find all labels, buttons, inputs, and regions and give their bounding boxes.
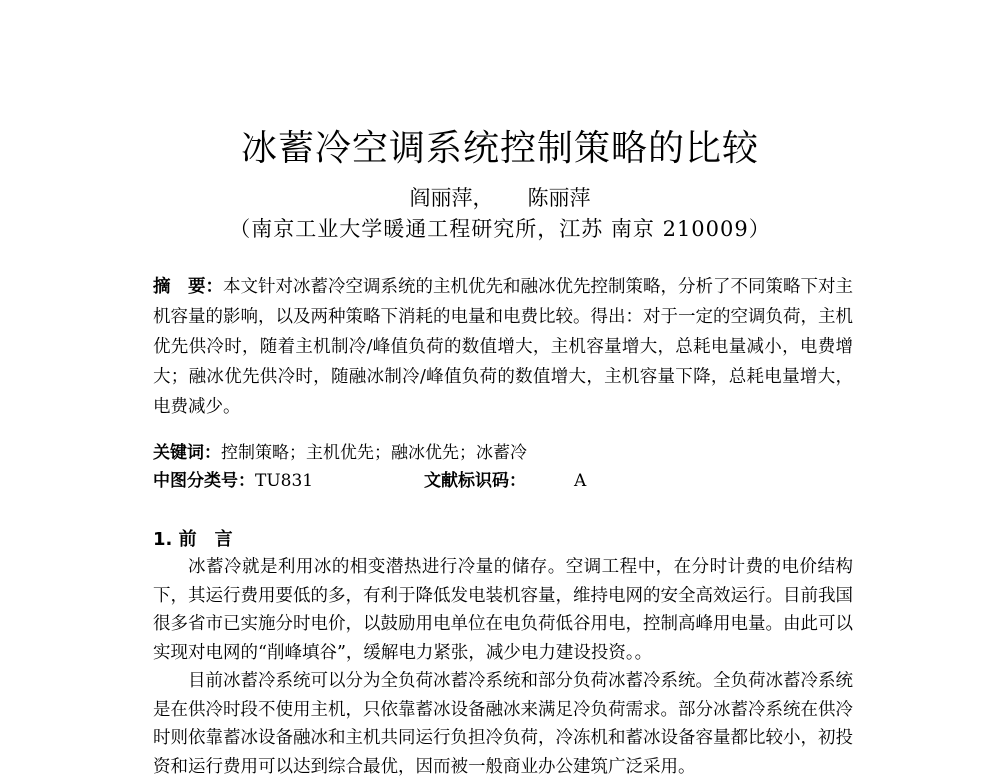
paragraph-1: 冰蓄冷就是利用冰的相变潜热进行冷量的储存。空调工程中，在分时计费的电价结构下，其运行费用要低的多，有利于降低发电装机容量，维持电网的安全高效运行。目前我国很多省市已实施分时电价，以鼓励用电单位在电负荷低谷用电，控制高峰用电量。由此可以实现对电网的“削峰填谷”，缓解电力紧张，减少电力建设投资。。 bbox=[153, 557, 853, 663]
document-code-value: A bbox=[574, 471, 587, 491]
author-list bbox=[0, 182, 1000, 212]
author-2: 陈丽萍 bbox=[527, 186, 591, 210]
section-heading-introduction: 1. 前 言 bbox=[153, 529, 233, 550]
keywords bbox=[153, 440, 527, 466]
paper-title: 冰蓄冷空调系统控制策略的比较 bbox=[240, 128, 759, 169]
document-code-label: 文献标识码： bbox=[424, 471, 526, 491]
classification-row bbox=[153, 468, 853, 494]
author-affiliation: （南京工业大学暖通工程研究所，江苏 南京 210009） bbox=[229, 217, 771, 241]
abstract-label: 摘 要： bbox=[153, 277, 223, 297]
clc-label: 中图分类号： bbox=[153, 471, 255, 491]
document-code bbox=[424, 468, 586, 494]
keywords-label: 关键词： bbox=[153, 443, 221, 463]
section-body-introduction bbox=[153, 553, 853, 781]
paragraph-2: 目前冰蓄冷系统可以分为全负荷冰蓄冷系统和部分负荷冰蓄冷系统。全负荷冰蓄冷系统是在供冷时段不使用主机，只依靠蓄冰设备融冰来满足冷负荷需求。部分冰蓄冷系统在供冷时则依靠蓄冰设备融冰和主机共同运行负担冷负荷，冷冻机和蓄冰设备容量都比较小，初投资和运行费用可以达到综合最优，因而被一般商业办公建筑广泛采用。 bbox=[153, 671, 853, 777]
keywords-text: 控制策略；主机优先；融冰优先；冰蓄冷 bbox=[221, 443, 527, 463]
abstract-text: 本文针对冰蓄冷空调系统的主机优先和融冰优先控制策略，分析了不同策略下对主机容量的影响，以及两种策略下消耗的电量和电费比较。得出：对于一定的空调负荷，主机优先供冷时，随着主机制冷/峰值负荷的数值增大，主机容量增大，总耗电量减小，电费增大；融冰优先供冷时，随融冰制冷/峰值负荷的数值增大，主机容量下降，总耗电量增大，电费减少。 bbox=[153, 277, 853, 417]
abstract bbox=[153, 272, 853, 422]
clc-value: TU831 bbox=[255, 471, 314, 491]
author-1: 阎丽萍， bbox=[409, 186, 494, 210]
